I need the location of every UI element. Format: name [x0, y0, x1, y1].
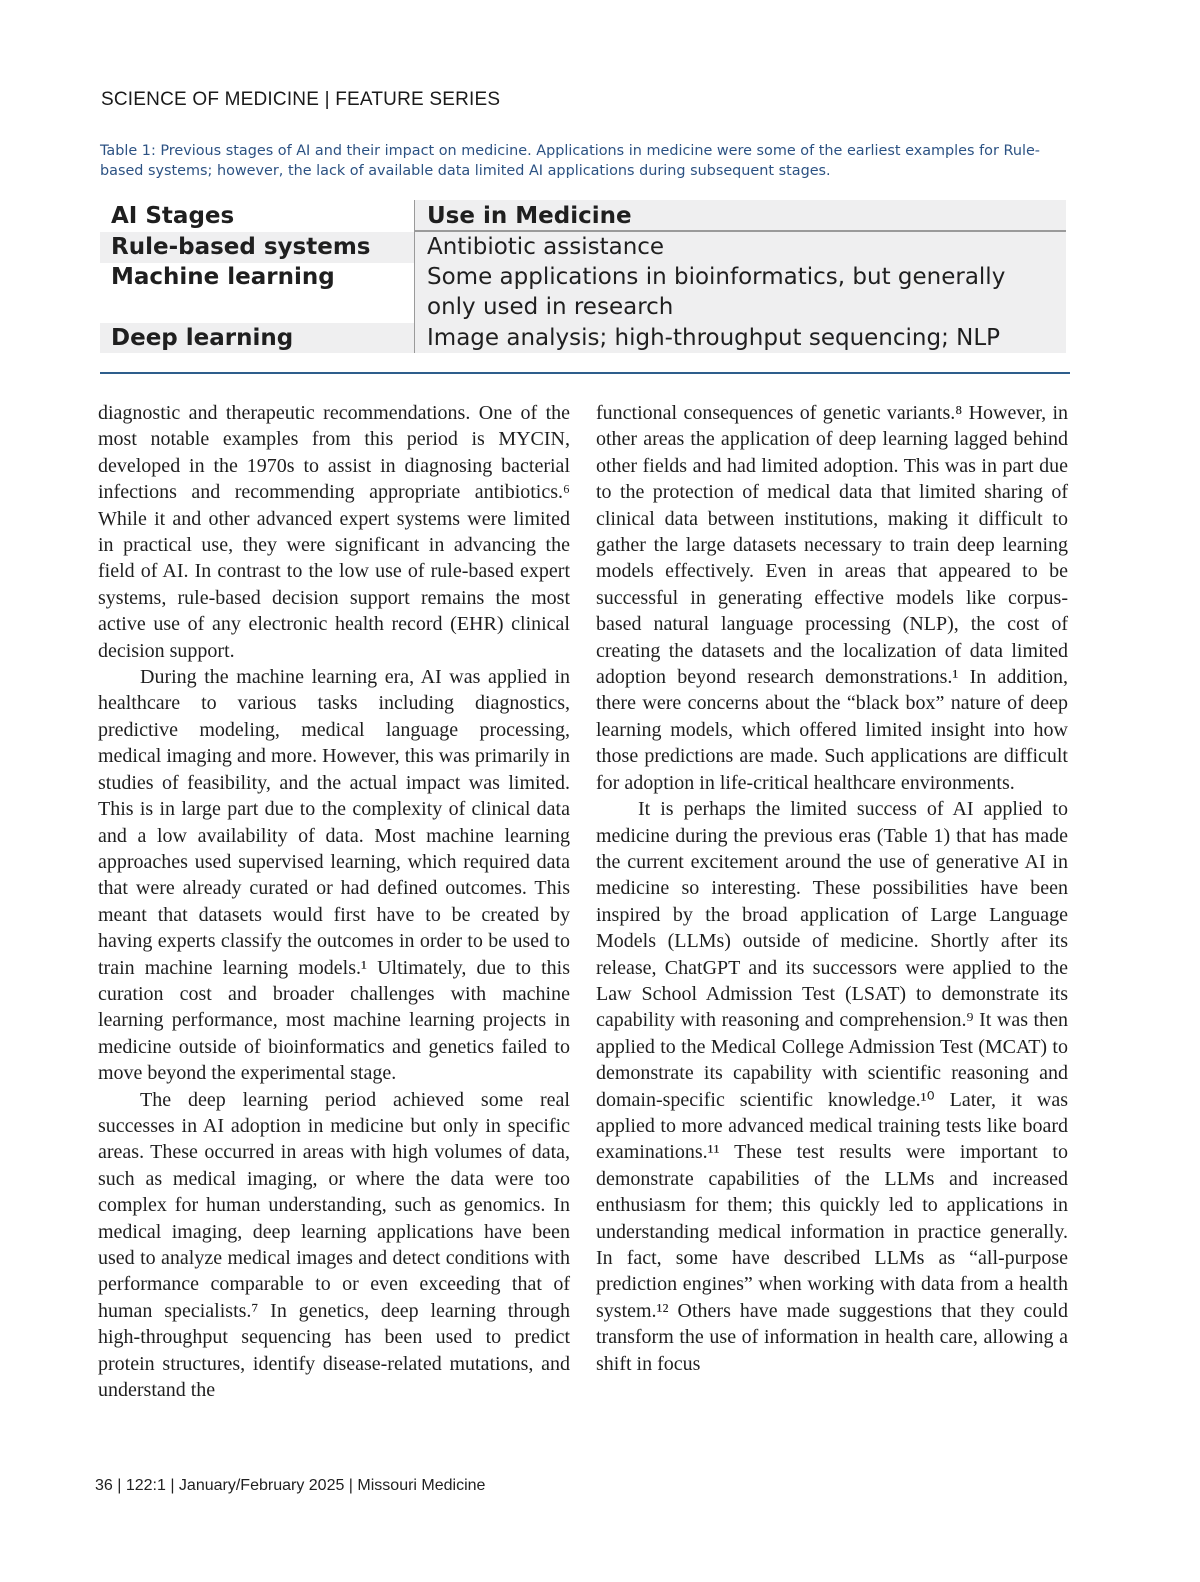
ai-stages-table: [100, 200, 1066, 353]
table-cell-stage: Machine learning: [111, 264, 335, 290]
header-series: FEATURE SERIES: [335, 89, 501, 110]
page-footer: 36 | 122:1 | January/February 2025 | Missouri Medicine: [95, 1477, 486, 1494]
running-header: [101, 89, 500, 111]
body-paragraph: The deep learning period achieved some real successes in AI adoption in medicine but only in specific areas. These occurred in areas with high volumes of data, such as medical imaging, or where the data were too complex for human understanding, such as genomics. In medical imaging, deep learning applications have been used to analyze medical images and detect conditions with performance comparable to or even exceeding that of human specialists.⁷ In genetics, deep learning through high-throughput sequencing has been used to predict protein structures, identify disease-related mutations, and understand the: [98, 1088, 570, 1402]
body-paragraph: functional consequences of genetic variants.⁸ However, in other areas the application of deep learning lagged behind other fields and had limited adoption. This was in part due to the protection of medical data that limited sharing of clinical data between institutions, making it difficult to gather the large datasets necessary to train deep learning models effectively. Even in areas that appeared to be successful in generating effective models like corpus-based natural language processing (NLP), the cost of creating the datasets and the localization of data limited adoption beyond research demonstrations.¹ In addition, there were concerns about the “black box” nature of deep learning models, which offered limited insight into how those predictions are made. Such applications are difficult for adoption in life-critical healthcare environments.: [596, 402, 1068, 794]
table-caption: Table 1: Previous stages of AI and their impact on medicine. Applications in medicine were some of the earliest examples for Rule-based systems; however, the lack of available data limited AI applications during subsequent stages.: [100, 143, 1040, 179]
body-paragraph: diagnostic and therapeutic recommendations. One of the most notable examples from this period is MYCIN, developed in the 1970s to assist in diagnosing bacterial infections and recommending appropriate antibiotics.⁶ While it and other advanced expert systems were limited in practical use, they were significant in advancing the field of AI. In contrast to the low use of rule-based expert systems, rule-based decision support remains the most active use of any electronic health record (EHR) clinical decision support.: [98, 402, 570, 662]
table-cell-stage: Rule-based systems: [111, 234, 371, 260]
table-column-divider: [414, 200, 415, 353]
body-column-left: [98, 400, 570, 1403]
table-cell-use: Image analysis; high-throughput sequencing; NLP: [427, 325, 1001, 351]
header-separator: |: [324, 89, 330, 110]
table-header-use: Use in Medicine: [427, 203, 632, 229]
body-paragraph: It is perhaps the limited success of AI applied to medicine during the previous eras (Table 1) that has made the current excitement around the use of generative AI in medicine so interesting. These possibilities have been inspired by the broad application of Large Language Models (LLMs) outside of medicine. Shortly after its release, ChatGPT and its successors were applied to the Law School Admission Test (LSAT) to demonstrate its capability with reasoning and comprehension.⁹ It was then applied to the Medical College Admission Test (MCAT) to demonstrate its capability with scientific reasoning and domain-specific scientific knowledge.¹⁰ Later, it was applied to more advanced medical training tests like board examinations.¹¹ These test results were important to demonstrate capabilities of the LLMs and increased enthusiasm for them; this quickly led to applications in understanding medical information in practice generally. In fact, some have described LLMs as “all-purpose prediction engines” when working with data from a health system.¹² Others have made suggestions that they could transform the use of information in health care, allowing a shift in focus: [596, 798, 1068, 1375]
table-cell-use: Antibiotic assistance: [427, 234, 665, 260]
body-paragraph: During the machine learning era, AI was applied in healthcare to various tasks including diagnostics, predictive modeling, medical language processing, medical imaging and more. However, this was primarily in studies of feasibility, and the actual impact was limited. This is in large part due to the complexity of clinical data and a low availability of data. Most machine learning approaches used supervised learning, which required data that were already curated or had defined outcomes. This meant that datasets would first have to be created by having experts classify the outcomes in order to be used to train machine learning models.¹ Ultimately, due to this curation cost and broader challenges with machine learning performance, most machine learning projects in medicine outside of bioinformatics and genetics failed to move beyond the experimental stage.: [98, 666, 570, 1085]
table-cell-use: Some applications in bioinformatics, but generally only used in research: [427, 264, 1006, 320]
table-header-stages: AI Stages: [111, 203, 235, 229]
header-section: SCIENCE OF MEDICINE: [101, 89, 320, 110]
body-column-right: [596, 400, 1068, 1377]
table-cell-stage: Deep learning: [111, 325, 294, 351]
table-bottom-rule: [100, 372, 1070, 374]
